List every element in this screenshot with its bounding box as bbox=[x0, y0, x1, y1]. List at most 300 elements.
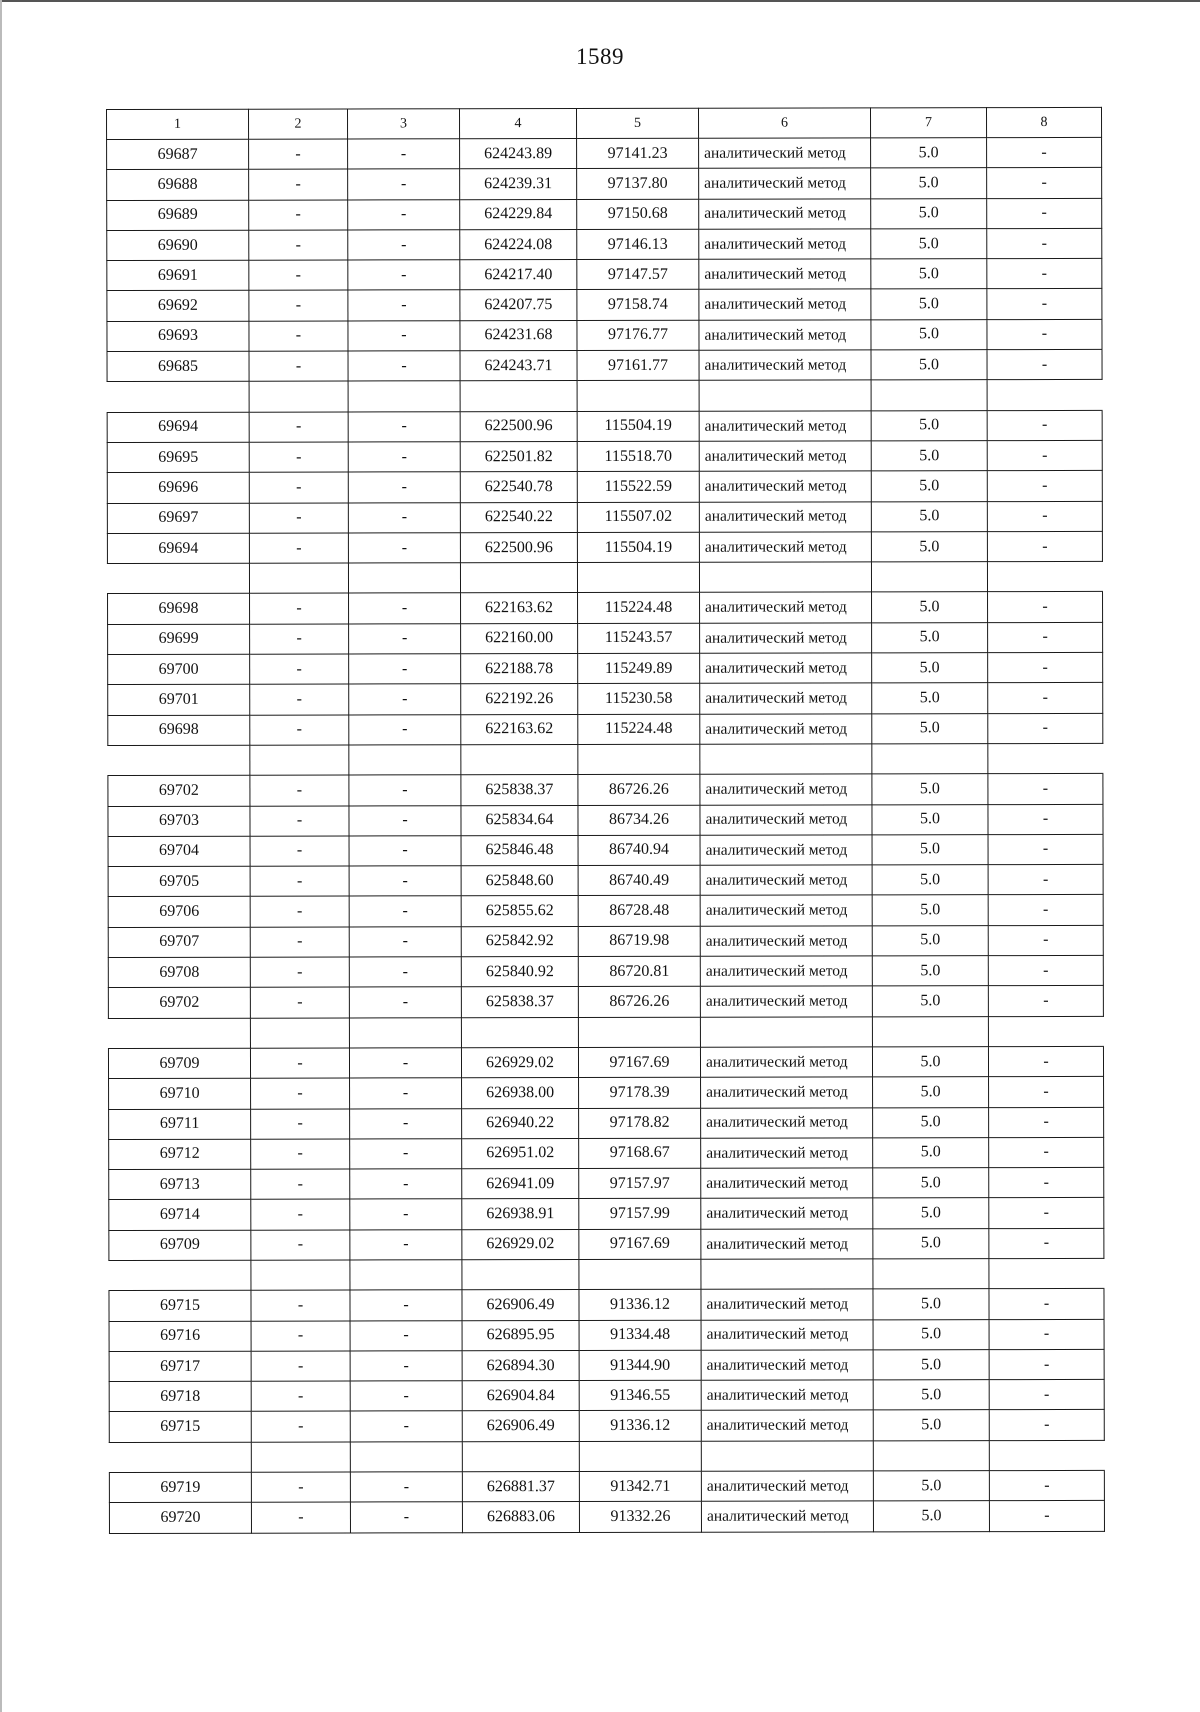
col-8-cell: - bbox=[987, 319, 1102, 350]
accuracy-cell: 5.0 bbox=[872, 865, 988, 896]
x-coordinate-cell: 625846.48 bbox=[461, 835, 578, 866]
y-coordinate-cell: 97167.69 bbox=[578, 1047, 700, 1078]
table-row bbox=[109, 1198, 1104, 1230]
x-coordinate-cell: 625842.92 bbox=[461, 926, 578, 957]
col-3-cell: - bbox=[349, 896, 461, 927]
col-2-cell: - bbox=[251, 1351, 350, 1382]
col-2-cell: - bbox=[249, 169, 348, 200]
x-coordinate-cell: 622188.78 bbox=[461, 654, 578, 685]
table-row bbox=[109, 1228, 1104, 1260]
col-3-cell: - bbox=[350, 1139, 462, 1170]
point-number-cell: 69685 bbox=[107, 351, 249, 382]
table-row bbox=[108, 713, 1103, 745]
scan-left-edge bbox=[0, 0, 2, 1712]
col-3-cell: - bbox=[348, 290, 460, 321]
accuracy-cell: 5.0 bbox=[872, 713, 988, 744]
col-8-cell: - bbox=[988, 1046, 1103, 1077]
point-number-cell: 69703 bbox=[108, 806, 250, 837]
x-coordinate-cell: 625840.92 bbox=[461, 957, 578, 988]
point-number-cell: 69702 bbox=[108, 988, 250, 1019]
col-3-cell: - bbox=[349, 684, 461, 715]
col-3-cell: - bbox=[348, 230, 460, 261]
x-coordinate-cell: 626938.00 bbox=[462, 1078, 579, 1109]
point-number-cell: 69713 bbox=[109, 1169, 251, 1200]
x-coordinate-cell: 624239.31 bbox=[460, 169, 577, 200]
y-coordinate-cell: 86740.49 bbox=[578, 865, 700, 896]
col-8-cell: - bbox=[987, 440, 1102, 471]
y-coordinate-cell: 115243.57 bbox=[578, 623, 700, 654]
page-number: 1589 bbox=[576, 44, 624, 69]
group-separator-row bbox=[109, 1258, 1104, 1290]
empty-cell bbox=[871, 562, 987, 593]
accuracy-cell: 5.0 bbox=[873, 1198, 989, 1229]
col-3-cell: - bbox=[349, 1048, 461, 1079]
header-cell-8: 8 bbox=[986, 107, 1101, 137]
y-coordinate-cell: 91336.12 bbox=[579, 1411, 701, 1442]
point-number-cell: 69715 bbox=[109, 1290, 251, 1321]
col-8-cell: - bbox=[989, 1501, 1104, 1532]
point-number-cell: 69712 bbox=[109, 1139, 251, 1170]
col-2-cell: - bbox=[251, 1321, 350, 1352]
accuracy-cell: 5.0 bbox=[872, 804, 988, 835]
coordinates-table bbox=[106, 107, 1105, 1534]
empty-cell bbox=[460, 381, 577, 412]
col-8-cell: - bbox=[987, 259, 1102, 290]
accuracy-cell: 5.0 bbox=[871, 471, 987, 502]
empty-cell bbox=[700, 1017, 872, 1048]
y-coordinate-cell: 86726.26 bbox=[578, 987, 700, 1018]
method-cell: аналитический метод bbox=[701, 1350, 873, 1381]
empty-cell bbox=[250, 1018, 349, 1049]
header-cell-4: 4 bbox=[460, 109, 577, 139]
table-row bbox=[108, 925, 1103, 957]
point-number-cell: 69698 bbox=[108, 715, 250, 746]
x-coordinate-cell: 622160.00 bbox=[461, 623, 578, 654]
accuracy-cell: 5.0 bbox=[872, 956, 988, 987]
method-cell: аналитический метод bbox=[700, 774, 872, 805]
table-row bbox=[107, 319, 1102, 351]
method-cell: аналитический метод bbox=[701, 1168, 873, 1199]
empty-cell bbox=[348, 381, 460, 412]
method-cell: аналитический метод bbox=[700, 804, 872, 835]
y-coordinate-cell: 97146.13 bbox=[577, 229, 699, 260]
empty-cell bbox=[579, 1441, 701, 1472]
x-coordinate-cell: 624217.40 bbox=[460, 260, 577, 291]
col-8-cell: - bbox=[988, 986, 1103, 1017]
table-row bbox=[107, 531, 1102, 563]
table-body bbox=[107, 107, 1105, 1533]
table-row bbox=[109, 1107, 1104, 1139]
col-2-cell: - bbox=[249, 230, 348, 261]
col-8-cell: - bbox=[989, 1349, 1104, 1380]
col-8-cell: - bbox=[989, 1410, 1104, 1441]
empty-cell bbox=[989, 1440, 1104, 1471]
point-number-cell: 69694 bbox=[107, 412, 249, 443]
col-8-cell: - bbox=[989, 1198, 1104, 1229]
group-separator-row bbox=[107, 380, 1102, 412]
col-8-cell: - bbox=[989, 1107, 1104, 1138]
method-cell: аналитический метод bbox=[699, 320, 871, 351]
point-number-cell: 69694 bbox=[107, 533, 249, 564]
col-8-cell: - bbox=[987, 198, 1102, 229]
y-coordinate-cell: 86720.81 bbox=[578, 956, 700, 987]
method-cell: аналитический метод bbox=[699, 471, 871, 502]
point-number-cell: 69709 bbox=[108, 1048, 250, 1079]
x-coordinate-cell: 626906.49 bbox=[462, 1290, 579, 1321]
col-8-cell: - bbox=[988, 683, 1103, 714]
method-cell: аналитический метод bbox=[700, 683, 872, 714]
empty-cell bbox=[249, 563, 348, 594]
point-number-cell: 69692 bbox=[107, 291, 249, 322]
accuracy-cell: 5.0 bbox=[872, 895, 988, 926]
method-cell: аналитический метод bbox=[699, 168, 871, 199]
group-separator-row bbox=[108, 743, 1103, 775]
accuracy-cell: 5.0 bbox=[873, 1471, 989, 1502]
empty-cell bbox=[987, 562, 1102, 593]
method-cell: аналитический метод bbox=[699, 441, 871, 472]
method-cell: аналитический метод bbox=[699, 229, 871, 260]
accuracy-cell: 5.0 bbox=[873, 1501, 989, 1532]
empty-cell bbox=[699, 380, 871, 411]
col-2-cell: - bbox=[251, 1199, 350, 1230]
method-cell: аналитический метод bbox=[699, 138, 871, 169]
y-coordinate-cell: 115507.02 bbox=[577, 502, 699, 533]
point-number-cell: 69695 bbox=[107, 442, 249, 473]
col-2-cell: - bbox=[250, 593, 349, 624]
table-row bbox=[109, 1168, 1104, 1200]
accuracy-cell: 5.0 bbox=[873, 1107, 989, 1138]
method-cell: аналитический метод bbox=[699, 350, 871, 381]
col-3-cell: - bbox=[349, 987, 461, 1018]
x-coordinate-cell: 624224.08 bbox=[460, 229, 577, 260]
method-cell: аналитический метод bbox=[700, 592, 872, 623]
col-2-cell: - bbox=[251, 1078, 350, 1109]
col-8-cell: - bbox=[989, 1168, 1104, 1199]
table-row bbox=[107, 198, 1102, 230]
accuracy-cell: 5.0 bbox=[873, 1077, 989, 1108]
method-cell: аналитический метод bbox=[701, 1107, 873, 1138]
y-coordinate-cell: 97150.68 bbox=[577, 199, 699, 230]
y-coordinate-cell: 115504.19 bbox=[577, 411, 699, 442]
col-2-cell: - bbox=[249, 260, 348, 291]
col-2-cell: - bbox=[250, 715, 349, 746]
col-3-cell: - bbox=[348, 472, 460, 503]
empty-cell bbox=[462, 1441, 579, 1472]
accuracy-cell: 5.0 bbox=[871, 289, 987, 320]
col-2-cell: - bbox=[249, 533, 348, 564]
col-8-cell: - bbox=[989, 1319, 1104, 1350]
empty-cell bbox=[701, 1441, 873, 1472]
method-cell: аналитический метод bbox=[699, 259, 871, 290]
x-coordinate-cell: 626929.02 bbox=[461, 1047, 578, 1078]
x-coordinate-cell: 622540.78 bbox=[460, 472, 577, 503]
accuracy-cell: 5.0 bbox=[873, 1228, 989, 1259]
col-2-cell: - bbox=[249, 200, 348, 231]
table-row bbox=[109, 1349, 1104, 1381]
y-coordinate-cell: 97157.99 bbox=[579, 1199, 701, 1230]
col-2-cell: - bbox=[250, 957, 349, 988]
point-number-cell: 69689 bbox=[107, 200, 249, 231]
empty-cell bbox=[577, 381, 699, 412]
y-coordinate-cell: 97161.77 bbox=[577, 350, 699, 381]
method-cell: аналитический метод bbox=[701, 1380, 873, 1411]
method-cell: аналитический метод bbox=[700, 653, 872, 684]
col-8-cell: - bbox=[989, 1228, 1104, 1259]
x-coordinate-cell: 622540.22 bbox=[460, 502, 577, 533]
method-cell: аналитический метод bbox=[700, 956, 872, 987]
col-3-cell: - bbox=[349, 866, 461, 897]
table-row bbox=[107, 289, 1102, 321]
y-coordinate-cell: 91332.26 bbox=[579, 1502, 701, 1533]
col-8-cell: - bbox=[988, 592, 1103, 623]
empty-cell bbox=[349, 1017, 461, 1048]
table-row bbox=[109, 1137, 1104, 1169]
table-row bbox=[108, 834, 1103, 866]
accuracy-cell: 5.0 bbox=[872, 622, 988, 653]
x-coordinate-cell: 626941.09 bbox=[462, 1169, 579, 1200]
method-cell: аналитический метод bbox=[701, 1289, 873, 1320]
table-row bbox=[108, 804, 1103, 836]
x-coordinate-cell: 625834.64 bbox=[461, 805, 578, 836]
x-coordinate-cell: 626906.49 bbox=[462, 1411, 579, 1442]
empty-cell bbox=[988, 743, 1103, 774]
table-row bbox=[107, 259, 1102, 291]
method-cell: аналитический метод bbox=[699, 411, 871, 442]
col-2-cell: - bbox=[251, 1290, 350, 1321]
x-coordinate-cell: 626895.95 bbox=[462, 1320, 579, 1351]
y-coordinate-cell: 115522.59 bbox=[577, 472, 699, 503]
accuracy-cell: 5.0 bbox=[871, 138, 987, 169]
method-cell: аналитический метод bbox=[701, 1138, 873, 1169]
col-2-cell: - bbox=[251, 1411, 350, 1442]
y-coordinate-cell: 115504.19 bbox=[577, 532, 699, 563]
header-cell-6: 6 bbox=[698, 108, 870, 138]
y-coordinate-cell: 91346.55 bbox=[579, 1380, 701, 1411]
table-row bbox=[107, 440, 1102, 472]
header-row bbox=[107, 107, 1102, 139]
col-2-cell: - bbox=[251, 1139, 350, 1170]
point-number-cell: 69716 bbox=[109, 1321, 251, 1352]
col-2-cell: - bbox=[250, 866, 349, 897]
col-3-cell: - bbox=[350, 1320, 462, 1351]
y-coordinate-cell: 86728.48 bbox=[578, 896, 700, 927]
y-coordinate-cell: 97147.57 bbox=[577, 259, 699, 290]
accuracy-cell: 5.0 bbox=[873, 1350, 989, 1381]
x-coordinate-cell: 622192.26 bbox=[461, 684, 578, 715]
point-number-cell: 69700 bbox=[108, 654, 250, 685]
y-coordinate-cell: 97137.80 bbox=[577, 169, 699, 200]
col-8-cell: - bbox=[989, 1137, 1104, 1168]
empty-cell bbox=[461, 1017, 578, 1048]
method-cell: аналитический метод bbox=[701, 1501, 873, 1532]
point-number-cell: 69711 bbox=[109, 1109, 251, 1140]
table-row bbox=[109, 1410, 1104, 1442]
accuracy-cell: 5.0 bbox=[873, 1137, 989, 1168]
method-cell: аналитический метод bbox=[701, 1229, 873, 1260]
method-cell: аналитический метод bbox=[699, 198, 871, 229]
col-8-cell: - bbox=[987, 168, 1102, 199]
col-3-cell: - bbox=[349, 836, 461, 867]
col-2-cell: - bbox=[249, 351, 348, 382]
method-cell: аналитический метод bbox=[701, 1471, 873, 1502]
table-row bbox=[107, 349, 1102, 381]
accuracy-cell: 5.0 bbox=[872, 653, 988, 684]
y-coordinate-cell: 97178.82 bbox=[579, 1108, 701, 1139]
empty-cell bbox=[462, 1259, 579, 1290]
col-2-cell: - bbox=[250, 987, 349, 1018]
accuracy-cell: 5.0 bbox=[872, 774, 988, 805]
accuracy-cell: 5.0 bbox=[871, 532, 987, 563]
point-number-cell: 69701 bbox=[108, 685, 250, 716]
col-3-cell: - bbox=[348, 502, 460, 533]
point-number-cell: 69718 bbox=[109, 1381, 251, 1412]
empty-cell bbox=[578, 744, 700, 775]
y-coordinate-cell: 91334.48 bbox=[579, 1320, 701, 1351]
col-8-cell: - bbox=[987, 137, 1102, 168]
col-3-cell: - bbox=[348, 139, 460, 170]
y-coordinate-cell: 97157.97 bbox=[579, 1168, 701, 1199]
x-coordinate-cell: 624243.89 bbox=[460, 139, 577, 170]
empty-cell bbox=[579, 1259, 701, 1290]
y-coordinate-cell: 115224.48 bbox=[578, 714, 700, 745]
col-8-cell: - bbox=[987, 501, 1102, 532]
empty-cell bbox=[249, 381, 348, 412]
col-3-cell: - bbox=[349, 775, 461, 806]
col-8-cell: - bbox=[988, 895, 1103, 926]
empty-cell bbox=[350, 1442, 462, 1473]
empty-cell bbox=[109, 1260, 251, 1291]
col-3-cell: - bbox=[348, 321, 460, 352]
y-coordinate-cell: 86719.98 bbox=[578, 926, 700, 957]
empty-cell bbox=[578, 1017, 700, 1048]
col-3-cell: - bbox=[349, 654, 461, 685]
point-number-cell: 69706 bbox=[108, 897, 250, 928]
x-coordinate-cell: 622163.62 bbox=[461, 593, 578, 624]
accuracy-cell: 5.0 bbox=[871, 441, 987, 472]
col-8-cell: - bbox=[987, 471, 1102, 502]
col-2-cell: - bbox=[250, 927, 349, 958]
accuracy-cell: 5.0 bbox=[871, 501, 987, 532]
y-coordinate-cell: 115230.58 bbox=[578, 684, 700, 715]
empty-cell bbox=[987, 380, 1102, 411]
col-2-cell: - bbox=[249, 139, 348, 170]
empty-cell bbox=[107, 563, 249, 594]
col-2-cell: - bbox=[250, 1048, 349, 1079]
point-number-cell: 69709 bbox=[109, 1230, 251, 1261]
x-coordinate-cell: 626940.22 bbox=[462, 1108, 579, 1139]
point-number-cell: 69693 bbox=[107, 321, 249, 352]
y-coordinate-cell: 91342.71 bbox=[579, 1471, 701, 1502]
point-number-cell: 69707 bbox=[108, 927, 250, 958]
empty-cell bbox=[461, 744, 578, 775]
col-8-cell: - bbox=[987, 228, 1102, 259]
col-3-cell: - bbox=[350, 1199, 462, 1230]
table-row bbox=[107, 501, 1102, 533]
accuracy-cell: 5.0 bbox=[872, 925, 988, 956]
col-2-cell: - bbox=[251, 1230, 350, 1261]
col-2-cell: - bbox=[249, 321, 348, 352]
col-8-cell: - bbox=[987, 531, 1102, 562]
header-cell-2: 2 bbox=[249, 109, 348, 139]
scan-top-edge bbox=[0, 0, 1200, 2]
col-2-cell: - bbox=[249, 442, 348, 473]
empty-cell bbox=[107, 382, 249, 413]
col-8-cell: - bbox=[989, 1077, 1104, 1108]
method-cell: аналитический метод bbox=[701, 1410, 873, 1441]
accuracy-cell: 5.0 bbox=[873, 1168, 989, 1199]
x-coordinate-cell: 622501.82 bbox=[460, 441, 577, 472]
y-coordinate-cell: 115249.89 bbox=[578, 653, 700, 684]
point-number-cell: 69697 bbox=[107, 503, 249, 534]
y-coordinate-cell: 91344.90 bbox=[579, 1350, 701, 1381]
empty-cell bbox=[108, 1018, 250, 1049]
x-coordinate-cell: 624207.75 bbox=[460, 290, 577, 321]
method-cell: аналитический метод bbox=[700, 895, 872, 926]
point-number-cell: 69696 bbox=[107, 472, 249, 503]
empty-cell bbox=[699, 562, 871, 593]
empty-cell bbox=[348, 563, 460, 594]
x-coordinate-cell: 626881.37 bbox=[462, 1472, 579, 1503]
method-cell: аналитический метод bbox=[700, 865, 872, 896]
table-row bbox=[109, 1501, 1104, 1533]
y-coordinate-cell: 97141.23 bbox=[577, 138, 699, 169]
y-coordinate-cell: 97158.74 bbox=[577, 290, 699, 321]
empty-cell bbox=[989, 1258, 1104, 1289]
accuracy-cell: 5.0 bbox=[872, 986, 988, 1017]
accuracy-cell: 5.0 bbox=[873, 1289, 989, 1320]
point-number-cell: 69710 bbox=[109, 1078, 251, 1109]
col-3-cell: - bbox=[349, 805, 461, 836]
method-cell: аналитический метод bbox=[701, 1198, 873, 1229]
col-3-cell: - bbox=[348, 442, 460, 473]
y-coordinate-cell: 115518.70 bbox=[577, 441, 699, 472]
accuracy-cell: 5.0 bbox=[873, 1319, 989, 1350]
col-2-cell: - bbox=[250, 806, 349, 837]
empty-cell bbox=[873, 1440, 989, 1471]
point-number-cell: 69715 bbox=[109, 1412, 251, 1443]
col-2-cell: - bbox=[251, 1169, 350, 1200]
col-2-cell: - bbox=[249, 412, 348, 443]
col-3-cell: - bbox=[349, 957, 461, 988]
point-number-cell: 69688 bbox=[107, 169, 249, 200]
table-row bbox=[108, 1046, 1103, 1078]
empty-cell bbox=[251, 1442, 350, 1473]
accuracy-cell: 5.0 bbox=[871, 259, 987, 290]
accuracy-cell: 5.0 bbox=[871, 229, 987, 260]
point-number-cell: 69705 bbox=[108, 866, 250, 897]
col-8-cell: - bbox=[988, 865, 1103, 896]
header-cell-3: 3 bbox=[348, 109, 460, 139]
col-8-cell: - bbox=[988, 774, 1103, 805]
empty-cell bbox=[108, 745, 250, 776]
accuracy-cell: 5.0 bbox=[873, 1410, 989, 1441]
empty-cell bbox=[873, 1259, 989, 1290]
table-row bbox=[108, 865, 1103, 897]
col-8-cell: - bbox=[988, 713, 1103, 744]
table-row bbox=[108, 592, 1103, 624]
empty-cell bbox=[872, 1016, 988, 1047]
group-separator-row bbox=[107, 562, 1102, 594]
col-3-cell: - bbox=[350, 1472, 462, 1503]
accuracy-cell: 5.0 bbox=[872, 834, 988, 865]
col-2-cell: - bbox=[251, 1502, 350, 1533]
col-8-cell: - bbox=[988, 834, 1103, 865]
y-coordinate-cell: 86740.94 bbox=[578, 835, 700, 866]
empty-cell bbox=[250, 745, 349, 776]
point-number-cell: 69699 bbox=[108, 624, 250, 655]
col-8-cell: - bbox=[987, 349, 1102, 380]
x-coordinate-cell: 624243.71 bbox=[460, 351, 577, 382]
